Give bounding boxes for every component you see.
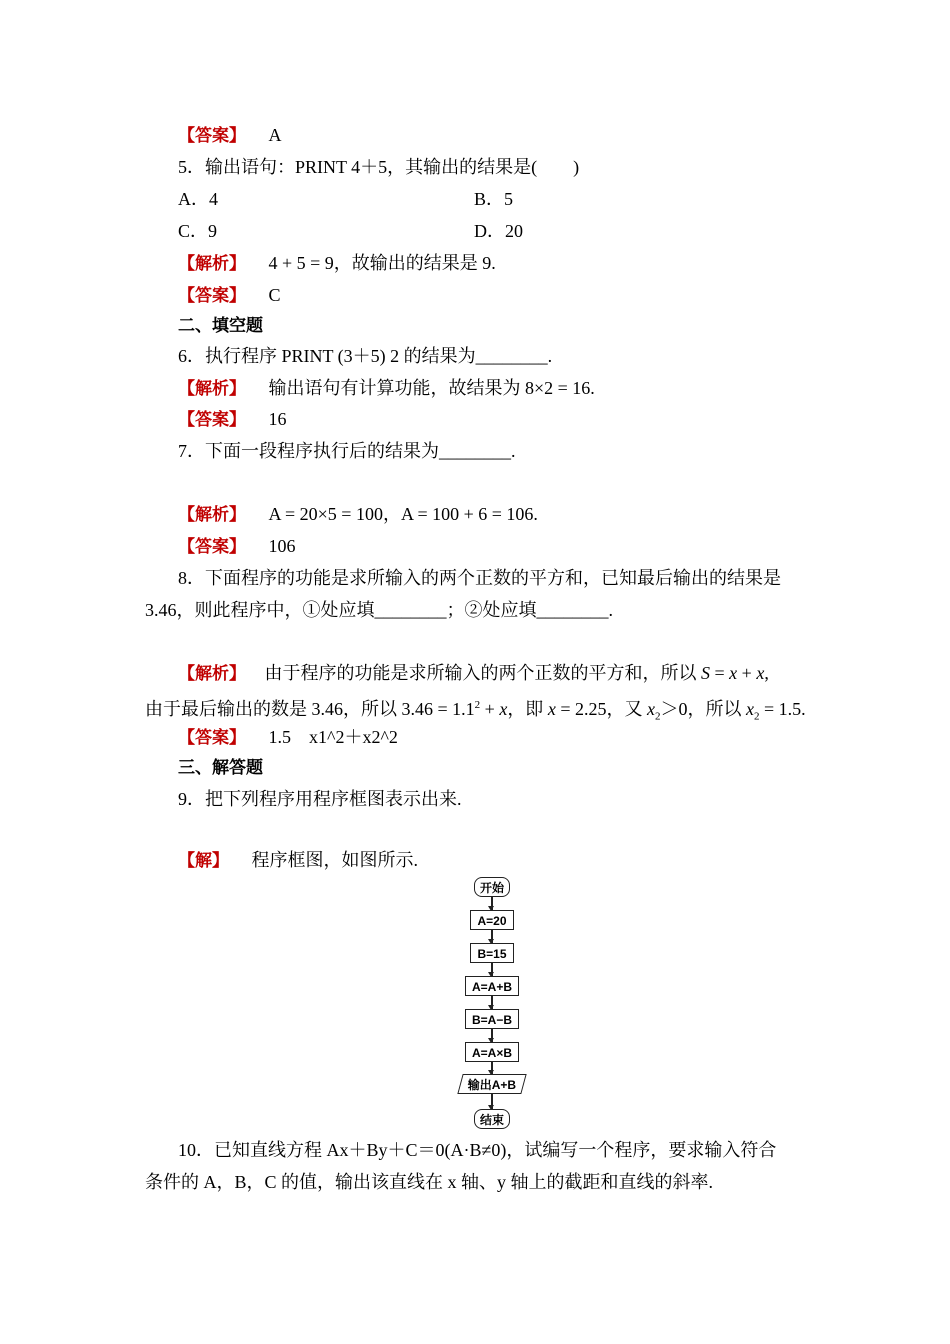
flowchart-step-b15: B=15 [470,943,514,963]
answer-label: 【答案】 [178,286,246,306]
flowchart-arrow [491,996,493,1009]
q9-stem: 9．把下列程序用程序框图表示出来. [178,789,462,809]
analysis-label: 【解析】 [178,379,246,399]
flowchart-step-a-minus-b: B=A−B [465,1009,519,1029]
q5-analysis-row [178,252,496,275]
q6-answer-row [178,408,287,431]
flowchart-arrow [491,897,493,910]
q7-stem: 7．下面一段程序执行后的结果为________. [178,441,516,461]
q5-num: 5． [178,157,205,177]
flowchart-arrow [491,1062,493,1074]
q8-analysis-text4: ＞0，所以 [660,699,742,719]
q5-analysis: 4 + 5 = 9，故输出的结果是 9. [268,253,496,273]
q5-stem [178,156,579,178]
flowchart-output [457,1074,526,1094]
q8-analysis-line1 [178,662,769,685]
q5-option-d: D．20 [474,221,523,241]
flowchart-step-a20: A=20 [470,910,514,930]
q6-stem: 6．执行程序 PRINT (3＋5) 2 的结果为________. [178,346,553,366]
q10-stem-line1: 10．已知直线方程 Ax＋By＋C＝0(A·B≠0)，试编写一个程序，要求输入符合 [178,1140,777,1160]
flowchart-arrow [491,963,493,976]
q5-answer: C [268,285,281,305]
q5-option-a: A．4 [178,189,218,209]
q5-option-b: B．5 [474,189,514,209]
q8-analysis-text3: ，又 [606,699,643,719]
q4-answer-row [178,124,282,147]
q5-text: 输出语句：PRINT 4＋5，其输出的结果是( ) [205,157,580,177]
q8-analysis-text2: 由于最后输出的数是 3.46，所以 3.46 = 1.1 [145,699,475,719]
q8-answer: 1.5 x1^2＋x2^2 [268,727,398,747]
q7-analysis-row [178,503,538,526]
flowchart-end: 结束 [474,1109,510,1129]
q5-answer-row [178,284,281,307]
section-fill-in-heading: 二、填空题 [178,316,263,336]
q7-answer-row [178,535,296,558]
answer-label: 【答案】 [178,126,246,146]
analysis-label: 【解析】 [178,254,246,274]
flowchart-arrow [491,930,493,943]
q6-answer: 16 [268,409,287,429]
q8-analysis-text1: 由于程序的功能是求所输入的两个正数的平方和，所以 [264,663,697,683]
q8-stem-line1: 8．下面程序的功能是求所输入的两个正数的平方和，已知最后输出的结果是 [178,568,781,588]
q8-stem-line2: 3.46，则此程序中，①处应填________；②处应填________. [145,600,613,620]
q8-answer-row [178,726,398,749]
q10-stem-line2: 条件的 A，B，C 的值，输出该直线在 x 轴、y 轴上的截距和直线的斜率. [145,1172,714,1192]
flowchart-start: 开始 [474,877,510,897]
flowchart-step-a-plus-b: A=A+B [465,976,519,996]
analysis-label: 【解析】 [178,664,246,684]
flowchart-output-label: 输出A+B [467,1078,516,1092]
q8-analysis-line2: 由于最后输出的数是 3.46，所以 $3.46 = 1.1^2 + x$，即 x = 2.25，又 $x_2>0$，所以 $x_2 = 1.5$. [145,699,806,723]
q9-solution: 程序框图，如图所示. [251,850,418,870]
answer-label: 【答案】 [178,537,246,557]
flowchart-step-a-times-b: A=A×B [465,1042,519,1062]
q6-analysis-row [178,377,595,400]
q7-analysis: A = 20×5 = 100，A = 100 + 6 = 106. [268,504,538,524]
q8-analysis-text5: = 1.5. [763,699,806,719]
q5-option-c: C．9 [178,221,218,241]
q8-formula-s: S = x + x, [701,663,769,683]
answer-label: 【答案】 [178,410,246,430]
q6-analysis: 输出语句有计算功能，故结果为 8×2 = 16. [268,378,595,398]
q4-answer: A [268,125,282,145]
flowchart-arrow [491,1094,493,1109]
section-solve-heading: 三、解答题 [178,758,263,778]
solution-label: 【解】 [178,851,229,871]
answer-label: 【答案】 [178,728,246,748]
analysis-label: 【解析】 [178,505,246,525]
flowchart-arrow [491,1029,493,1042]
q9-solution-row [178,849,418,872]
q7-answer: 106 [268,536,296,556]
